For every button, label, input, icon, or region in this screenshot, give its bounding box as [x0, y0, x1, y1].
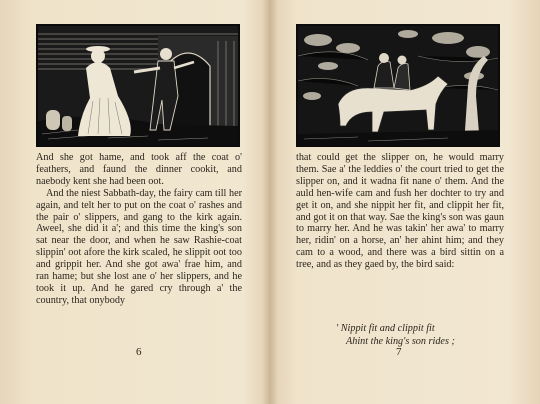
- left-paragraph-2: And the niest Sabbath-day, the fairy cam till her again, and telt her to put on the coat o' rashes and the pair o' slippers, and gang to the kirk again. Aweel, she did it a'; and this time the king's son sat near the door, and when he saw Rashie-coat slippin' oot afore the kirk scaled, he slippit oot too and grippit her. And she got awa' frae him, and ran hame; but she lost ane o' her slippers, and he took it up. And he gared cry through a' the country, that onybody: [36, 187, 242, 306]
- right-paragraph-1: that could get the slipper on, he would marry them. Sae a' the leddies o' the court tried to get the slipper on, and it wadna fit nane o' them. And the auld hen-wife cam and fush her dochter to try and get it on, and she nippit her fit, and clippit her fit, and got it on that way. Sae the king's son was gaun to marry her. And he was takin' her awa' to marry her, ridin' on a horse, an' her ahint him; and they cam to a wood, and there was a bird sittin on a tree, and as they gaed by, the bird said:: [296, 152, 504, 271]
- verse-line-2: Ahint the king's son rides ;: [346, 336, 455, 347]
- page-number-left: 6: [136, 346, 142, 358]
- verse-line-1: ' Nippit fit and clippit fit: [336, 323, 435, 334]
- left-page-text: [36, 152, 242, 307]
- bird-verse: [336, 322, 506, 348]
- right-page-text: [296, 152, 504, 271]
- left-paragraph-1: And she got hame, and took aff the coat o' feathers, and faund the dinner cookit, and naebody kent she had been oot.: [36, 152, 242, 187]
- right-page: [274, 0, 540, 404]
- left-page: [0, 0, 266, 404]
- woodcut-horse-rider-scene: [298, 26, 498, 145]
- woodcut-illustration-left: [36, 24, 240, 147]
- page-number-right: 7: [396, 346, 402, 358]
- woodcut-lovers-scene: [38, 26, 238, 145]
- woodcut-illustration-right: [296, 24, 500, 147]
